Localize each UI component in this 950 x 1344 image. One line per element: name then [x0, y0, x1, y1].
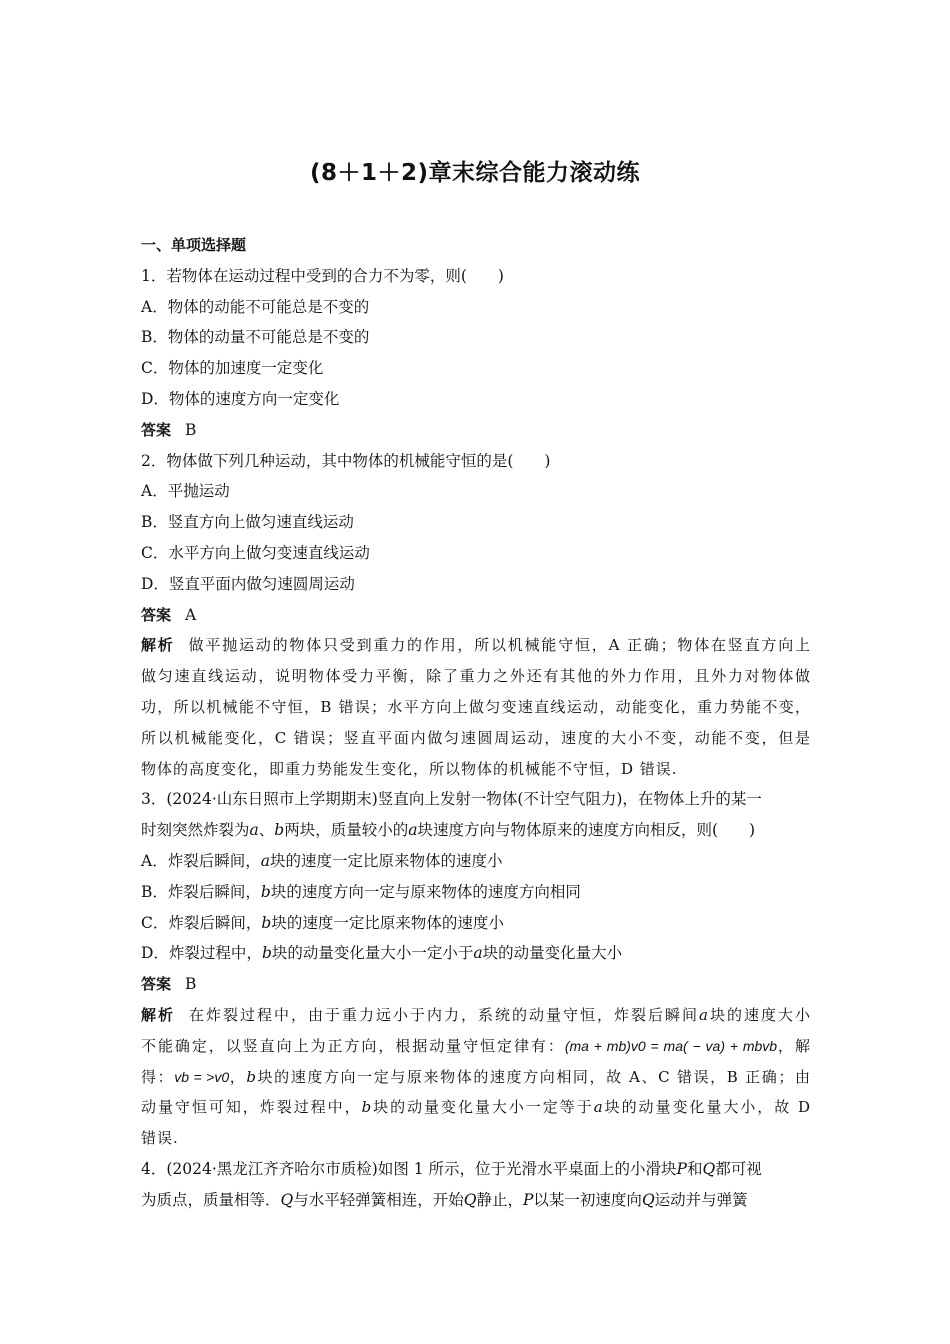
question-1-stem: 1．若物体在运动过程中受到的合力不为零，则( )	[141, 266, 504, 285]
document-body	[141, 230, 811, 1216]
question-1-answer	[141, 415, 811, 446]
velocity-result: vb = >v0	[174, 1068, 230, 1085]
answer-value: B	[185, 975, 197, 994]
question-3-option-c: C．炸裂后瞬间，b块的速度一定比原来物体的速度小	[141, 913, 504, 932]
question-3-option-a: A．炸裂后瞬间，a块的速度一定比原来物体的速度小	[141, 851, 503, 870]
question-3-analysis-line: 得：vb = >v0，b块的速度方向一定与原来物体的速度方向相同，故 A、C 错误，B 正确；由	[141, 1067, 811, 1086]
question-1-option-a: A．物体的动能不可能总是不变的	[141, 297, 370, 316]
question-1-option-b: B．物体的动量不可能总是不变的	[141, 328, 370, 347]
answer-value: B	[185, 420, 197, 439]
question-2-analysis-line: 物体的高度变化，即重力势能发生变化，所以物体的机械能不守恒，D 错误.	[141, 759, 678, 778]
question-2-analysis-line: 功，所以机械能不守恒，B 错误；水平方向上做匀变速直线运动，动能变化，重力势能不变，	[141, 697, 811, 716]
answer-value: A	[185, 605, 197, 624]
question-3-option-b: B．炸裂后瞬间，b块的速度方向一定与原来物体的速度方向相同	[141, 882, 581, 901]
question-2-answer	[141, 600, 811, 631]
question-3-analysis-line: 动量守恒可知，炸裂过程中，b块的动量变化量大小一定等于a块的动量变化量大小，故 D	[141, 1098, 811, 1117]
answer-label: 答案	[141, 605, 172, 624]
question-3-analysis-line: 不能确定，以竖直向上为正方向，根据动量守恒定律有：(ma + mb)v0 = ma( − va) + mbvb，解	[141, 1036, 811, 1055]
page-title: (8＋1＋2)章末综合能力滚动练	[309, 160, 641, 186]
momentum-equation: (ma + mb)v0 = ma( − va) + mbvb	[564, 1037, 778, 1054]
question-2-analysis-line: 做匀速直线运动，说明物体受力平衡，除了重力之外还有其他的外力作用，且外力对物体做	[141, 667, 811, 686]
section-heading: 一、单项选择题	[141, 236, 247, 254]
answer-label: 答案	[141, 420, 172, 439]
question-3-stem-line: 时刻突然炸裂为a、b两块，质量较小的a块速度方向与物体原来的速度方向相反，则( )	[141, 821, 756, 840]
question-2-option-c: C．水平方向上做匀变速直线运动	[141, 543, 370, 562]
question-3-option-d: D．炸裂过程中，b块的动量变化量大小一定小于a块的动量变化量大小	[141, 944, 623, 963]
question-3-answer	[141, 969, 811, 1000]
question-3-stem-line: 3．(2024·山东日照市上学期期末)竖直向上发射一物体(不计空气阻力)，在物体上升的某一	[141, 790, 762, 809]
question-2-option-a: A．平抛运动	[141, 482, 230, 501]
question-2-option-b: B．竖直方向上做匀速直线运动	[141, 513, 354, 532]
question-4-stem-line: 为质点，质量相等．Q与水平轻弹簧相连，开始Q静止，P以某一初速度向Q运动并与弹簧	[141, 1190, 748, 1209]
question-2-option-d: D．竖直平面内做匀速圆周运动	[141, 574, 355, 593]
question-4-stem-line: 4．(2024·黑龙江齐齐哈尔市质检)如图 1 所示，位于光滑水平桌面上的小滑块P和Q都可视	[141, 1159, 762, 1178]
analysis-label: 解析	[141, 1005, 176, 1024]
question-3-analysis-line: 错误.	[141, 1129, 179, 1148]
analysis-label: 解析	[141, 636, 175, 655]
answer-label: 答案	[141, 975, 172, 994]
question-2-analysis-line: 解析 做平抛运动的物体只受到重力的作用，所以机械能守恒，A 正确；物体在竖直方向上	[141, 636, 811, 655]
question-2-stem: 2．物体做下列几种运动，其中物体的机械能守恒的是( )	[141, 451, 551, 470]
question-3-analysis-line: 解析 在炸裂过程中，由于重力远小于内力，系统的动量守恒，炸裂后瞬间a块的速度大小	[141, 1005, 811, 1024]
question-1-option-d: D．物体的速度方向一定变化	[141, 389, 340, 408]
question-1-option-c: C．物体的加速度一定变化	[141, 359, 324, 378]
question-2-analysis-line: 所以机械能变化，C 错误；竖直平面内做匀速圆周运动，速度的大小不变，动能不变，但是	[141, 728, 811, 747]
